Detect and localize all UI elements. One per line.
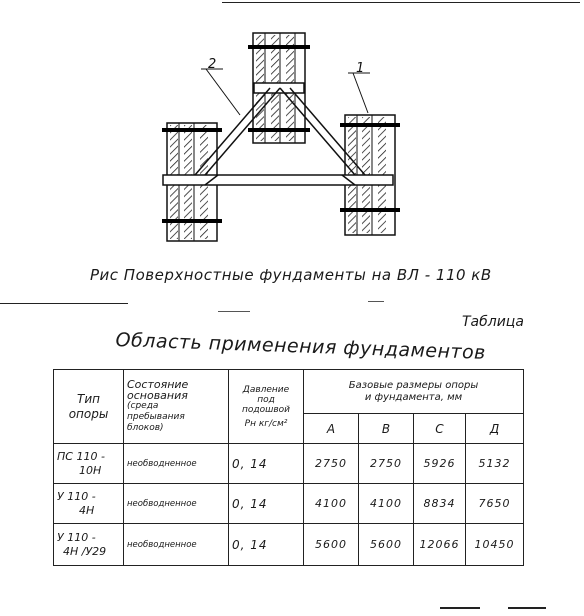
header-text: опоры [68,406,109,421]
header-col-b: В [359,414,414,444]
cell-state: необводненное [124,484,229,524]
table-row [54,524,524,566]
cell-d: 10450 [466,524,524,566]
cell-a: 5600 [304,524,359,566]
header-text: Давление [242,384,290,395]
header-text: Базовые размеры опоры [348,379,479,391]
table-row [54,444,524,484]
cell-text: 4Н [79,503,95,517]
header-text: под [257,394,275,405]
bottom-dash [508,607,546,609]
figure-caption: Рис Поверхностные фундаменты на ВЛ - 110 кВ [90,266,492,284]
table-header-row [54,370,524,414]
horizontal-beam [163,175,393,185]
header-base-state [124,370,229,444]
header-text: пребывания [127,412,185,422]
cell-d: 7650 [466,484,524,524]
cell-b: 2750 [359,444,414,484]
cell-type [54,444,124,484]
cell-pressure: 0, 14 [229,444,304,484]
header-text: подошвой [241,404,290,415]
header-col-d: Д [466,414,524,444]
header-col-c: С [414,414,466,444]
separator-dash [218,311,250,312]
header-text: основания [127,389,188,402]
foundation-drawing [150,25,410,250]
cell-b: 5600 [359,524,414,566]
header-pressure [229,370,304,444]
top-foundation-block [248,33,310,143]
cell-text: У 110 - [57,530,96,544]
cell-text: 10Н [79,463,102,477]
cell-text: У 110 - [57,489,96,503]
cell-type [54,484,124,524]
foundations-table [53,369,524,566]
cell-pressure: 0, 14 [229,524,304,566]
cell-a: 2750 [304,444,359,484]
header-text: и фундамента, мм [364,391,463,403]
table-title: Область применения фундаментов [115,329,487,364]
callout-label-2: 2 [208,57,217,72]
separator-line [0,303,128,304]
cell-c: 5926 [414,444,466,484]
callout-label-1: 1 [356,61,365,76]
cell-state: необводненное [124,524,229,566]
cell-text: ПС 110 - [57,449,105,463]
header-text: (среда [127,401,159,411]
cell-type [54,524,124,566]
header-text: Тип [77,391,100,406]
header-text: блоков) [127,423,164,433]
separator-dash [368,301,384,302]
header-col-a: А [304,414,359,444]
cell-c: 12066 [414,524,466,566]
header-support-type [54,370,124,444]
cell-b: 4100 [359,484,414,524]
header-base-sizes [304,370,524,414]
header-text: Состояние [127,378,189,391]
cell-a: 4100 [304,484,359,524]
table-label: Таблица [462,314,524,330]
table-row [54,484,524,524]
bottom-dash [440,607,480,609]
cell-pressure: 0, 14 [229,484,304,524]
cell-c: 8834 [414,484,466,524]
top-rule-line [222,2,580,3]
cell-state: необводненное [124,444,229,484]
header-text: Рн кг/см² [244,418,288,429]
cell-text: 4Н /У29 [63,544,107,558]
cell-d: 5132 [466,444,524,484]
